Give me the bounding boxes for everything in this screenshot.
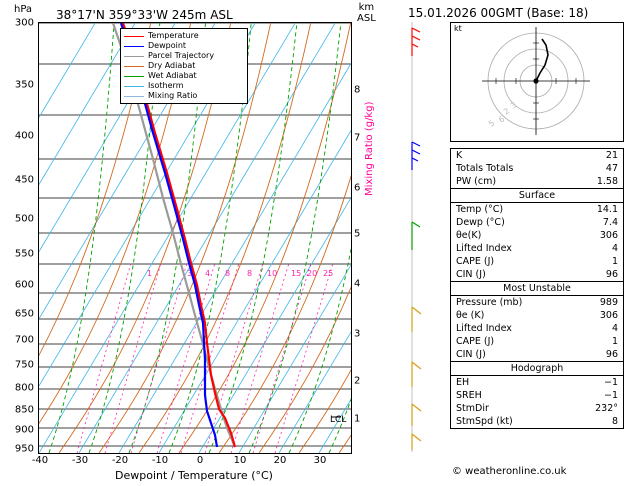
- index-name: CIN (J): [456, 349, 486, 360]
- legend-swatch-icon: [124, 66, 144, 67]
- index-name: Lifted Index: [456, 323, 512, 334]
- kmtick: 1: [354, 413, 361, 425]
- kmtick: 7: [354, 132, 361, 144]
- legend-swatch-icon: [124, 86, 144, 87]
- ytick: 500: [14, 213, 34, 225]
- index-row: [451, 376, 623, 389]
- svg-text:15: 15: [291, 269, 302, 278]
- xtick: 0: [196, 455, 204, 466]
- svg-text:3: 3: [508, 100, 519, 111]
- xtick: -20: [111, 455, 129, 466]
- index-value: 1.58: [596, 176, 618, 187]
- right-panel: [400, 0, 629, 486]
- ytick: 850: [14, 404, 34, 416]
- legend-label: Dewpoint: [148, 41, 187, 50]
- index-name: θe(K): [456, 230, 482, 241]
- ytick: 350: [14, 79, 34, 91]
- svg-text:1: 1: [147, 269, 153, 278]
- pressure-axis: [0, 17, 36, 455]
- station-title: 38°17'N 359°33'W 245m ASL: [56, 8, 233, 22]
- index-name: SREH: [456, 390, 482, 401]
- xtick: -10: [151, 455, 169, 466]
- ytick: 650: [14, 308, 34, 320]
- index-name: StmDir: [456, 403, 489, 414]
- hodograph-unit-label: kt: [454, 24, 462, 33]
- forecast-datetime: 15.01.2026 00GMT (Base: 18): [408, 6, 589, 20]
- legend-item-dewpoint: [124, 41, 244, 51]
- temperature-axis: [31, 455, 350, 469]
- svg-text:20: 20: [307, 269, 318, 278]
- indices-table: [450, 148, 624, 429]
- hodograph-plot: [450, 22, 624, 142]
- svg-text:10: 10: [267, 269, 278, 278]
- index-value: 306: [599, 230, 618, 241]
- index-row: [451, 296, 623, 309]
- index-value: 4: [611, 243, 618, 254]
- lcl-label: LCL: [330, 415, 347, 425]
- index-value: 21: [605, 150, 618, 161]
- legend-item-mixing-ratio: [124, 91, 244, 101]
- index-row: [451, 255, 623, 268]
- index-value: 4: [611, 323, 618, 334]
- index-row: [451, 268, 623, 281]
- index-name: CIN (J): [456, 269, 486, 280]
- index-row: [451, 389, 623, 402]
- kmtick: 3: [354, 328, 361, 340]
- legend-label: Mixing Ratio: [148, 91, 198, 100]
- legend-item-isotherm: [124, 81, 244, 91]
- svg-text:8: 8: [247, 269, 253, 278]
- ytick: 800: [14, 382, 34, 394]
- section-title-surface: Surface: [451, 188, 623, 203]
- index-name: Dewp (°C): [456, 217, 505, 228]
- chart-legend: [120, 28, 248, 104]
- section-title-hodograph: Hodograph: [451, 361, 623, 376]
- ytick: 900: [14, 424, 34, 436]
- index-value: 1: [611, 336, 618, 347]
- legend-swatch-icon: [124, 46, 144, 47]
- section-title-most-unstable: Most Unstable: [451, 281, 623, 296]
- index-name: PW (cm): [456, 176, 497, 187]
- index-row: [451, 149, 623, 162]
- index-value: 1: [611, 256, 618, 267]
- index-row: [451, 229, 623, 242]
- index-value: 7.4: [602, 217, 618, 228]
- index-row: [451, 402, 623, 415]
- index-row: [451, 415, 623, 428]
- xtick: 10: [233, 455, 247, 466]
- index-value: 306: [599, 310, 618, 321]
- index-row: [451, 203, 623, 216]
- index-value: −1: [603, 377, 618, 388]
- index-name: CAPE (J): [456, 256, 495, 267]
- index-name: Totals Totals: [456, 163, 514, 174]
- legend-item-wet-adiabat: [124, 71, 244, 81]
- index-row: [451, 348, 623, 361]
- kmtick: 8: [354, 84, 361, 96]
- ytick: 450: [14, 174, 34, 186]
- index-row: [451, 309, 623, 322]
- kmtick: 6: [354, 182, 361, 194]
- legend-label: Temperature: [148, 31, 199, 40]
- index-value: 96: [605, 349, 618, 360]
- legend-label: Parcel Trajectory: [148, 51, 215, 60]
- legend-label: Isotherm: [148, 81, 184, 90]
- kmtick: 5: [354, 228, 361, 240]
- index-value: 232°: [595, 403, 618, 414]
- ytick: 600: [14, 279, 34, 291]
- xtick: -40: [31, 455, 49, 466]
- index-row: [451, 216, 623, 229]
- index-row: [451, 242, 623, 255]
- index-name: Lifted Index: [456, 243, 512, 254]
- index-value: 96: [605, 269, 618, 280]
- index-name: StmSpd (kt): [456, 416, 513, 427]
- index-value: 47: [605, 163, 618, 174]
- kmtick: 4: [354, 278, 361, 290]
- index-name: K: [456, 150, 463, 161]
- kmtick: 2: [354, 375, 361, 387]
- ytick: 700: [14, 334, 34, 346]
- index-row: [451, 335, 623, 348]
- ytick: 400: [14, 130, 34, 142]
- index-name: Temp (°C): [456, 204, 504, 215]
- legend-swatch-icon: [124, 96, 144, 97]
- legend-item-temperature: [124, 31, 244, 41]
- ytick: 750: [14, 359, 34, 371]
- legend-item-parcel: [124, 51, 244, 61]
- svg-text:8: 8: [225, 269, 231, 278]
- index-name: EH: [456, 377, 470, 388]
- legend-label: Dry Adiabat: [148, 61, 196, 70]
- index-row: [451, 162, 623, 175]
- x-axis-title: Dewpoint / Temperature (°C): [115, 469, 273, 482]
- xtick: 30: [313, 455, 327, 466]
- legend-label: Wet Adiabat: [148, 71, 197, 80]
- svg-text:6: 6: [496, 114, 507, 125]
- ytick: 300: [14, 17, 34, 29]
- ytick: 550: [14, 248, 34, 260]
- xtick: -30: [71, 455, 89, 466]
- index-row: [451, 175, 623, 188]
- altitude-axis: [352, 22, 376, 452]
- xtick: 20: [273, 455, 287, 466]
- pressure-unit-label: hPa: [14, 4, 33, 15]
- svg-text:4: 4: [205, 269, 211, 278]
- svg-text:5: 5: [486, 118, 497, 129]
- mixing-ratio-axis-title: Mixing Ratio (g/kg): [364, 101, 375, 196]
- copyright-notice: © weatheronline.co.uk: [452, 466, 567, 477]
- legend-swatch-icon: [124, 56, 144, 57]
- index-value: −1: [603, 390, 618, 401]
- svg-text:25: 25: [323, 269, 334, 278]
- km-asl-label: km ASL: [357, 2, 376, 24]
- legend-item-dry-adiabat: [124, 61, 244, 71]
- index-name: θe (K): [456, 310, 485, 321]
- index-name: CAPE (J): [456, 336, 495, 347]
- ytick: 950: [14, 443, 34, 455]
- svg-text:2: 2: [501, 106, 512, 117]
- index-row: [451, 322, 623, 335]
- index-name: Pressure (mb): [456, 297, 523, 308]
- svg-text:3: 3: [187, 269, 193, 278]
- index-value: 8: [611, 416, 618, 427]
- index-value: 14.1: [596, 204, 618, 215]
- legend-swatch-icon: [124, 36, 144, 37]
- index-value: 989: [599, 297, 618, 308]
- legend-swatch-icon: [124, 76, 144, 77]
